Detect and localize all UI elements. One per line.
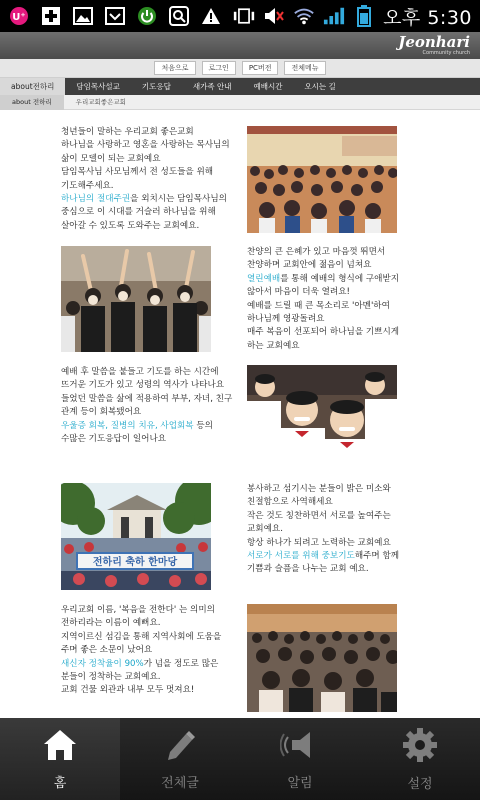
photo-crowd	[247, 604, 397, 712]
tab-all-posts-label: 전체글	[161, 775, 199, 791]
text-block-2: 찬양의 큰 은혜가 있고 마음껏 뛰면서 찬양하며 교회안에 젊음이 넘쳐요 열린예배를 통해 예배의 형식에 구애받지 않아서 마음이 더욱 열려요! 예배를 드릴 때 큰 목소리로 '아멘'하여 하나님께 영광돌려요 매주 복음이 선포되어 하나님을 기쁘시게 하는 교회예요	[247, 247, 400, 351]
highlight-text: 열린예배	[247, 273, 281, 284]
highlight-text: 서로가 서로를 위해 중보기도	[247, 551, 355, 562]
mute-icon	[263, 6, 285, 26]
photo-outdoor-event	[61, 483, 211, 590]
tab-settings[interactable]	[360, 718, 480, 800]
uplus-icon	[8, 6, 30, 26]
tab-all-posts[interactable]	[120, 718, 240, 800]
nav-worship-time[interactable]: 예배시간	[253, 82, 283, 91]
photo-worship	[61, 246, 211, 352]
logo-subtext: Community church	[422, 50, 470, 56]
text-block-3: 예배 후 말씀을 붙들고 기도를 하는 시간에 뜨거운 기도가 있고 성령의 역사가 나타나요 들었던 말씀을 삶에 적용하여 부부, 자녀, 친구 관계 등이 회복됐어요 우울증 회복, 질병의 치유, 사업회복 등의 수많은 기도응답이 일어나요	[61, 367, 233, 445]
bottom-tab-bar	[0, 718, 480, 800]
site-logo[interactable]	[398, 34, 470, 56]
text-block-4: 봉사하고 섬기시는 분들이 밝은 미소와 친절함으로 사역해세요 작은 것도 칭찬하면서 서로를 높여주는 교회예요. 항상 하나가 되려고 노력하는 교회예요 서로가 서로를 위해 중보기도해주며 함께 기쁨과 슬픔을 나누는 교회 예요.	[247, 484, 400, 575]
top-links	[0, 59, 480, 78]
nav-newcomer[interactable]: 새가족 안내	[192, 82, 232, 91]
highlight-text: 우울증 회복, 질병의 치유, 사업회복	[61, 420, 194, 431]
notification-plus-icon	[40, 6, 62, 26]
tab-home[interactable]	[0, 718, 120, 800]
tab-notifications[interactable]	[240, 718, 360, 800]
signal-icon	[323, 6, 345, 26]
all-menu-link[interactable]: 전체메뉴	[284, 61, 325, 75]
site-header	[0, 32, 480, 59]
logo-text: Jeonhari	[398, 33, 470, 51]
gallery-icon	[72, 6, 94, 26]
highlight-text: 하나님의 절대주권	[61, 194, 131, 205]
pc-version-link[interactable]: PC버전	[242, 61, 279, 75]
main-content	[0, 110, 480, 718]
home-link[interactable]: 처음으로	[154, 61, 195, 75]
clock: 오후 5:30	[383, 6, 472, 29]
nav-directions[interactable]: 오시는 길	[304, 82, 336, 91]
subnav-about[interactable]: about 전하리	[0, 95, 64, 110]
home-icon	[42, 728, 78, 766]
login-link[interactable]: 로그인	[202, 61, 236, 75]
speaker-icon	[280, 728, 320, 766]
photo-congregation	[247, 126, 397, 233]
text-block-5: 우리교회 이름, '복음을 전한다' 는 의미의 전하리라는 이름이 예뻐요. 지역이르신 섬김을 통해 지역사회에 도움을 주며 좋은 소문이 났어요 새신자 정착율이 90%가 넘을 정도로 많은 분들이 정착하는 교회예요. 교회 건물 외관과 내부 모두 멋져요!	[61, 605, 222, 696]
highlight-text: 새신자 정착율이 90%	[61, 658, 144, 669]
text-block-1: 청년들이 말하는 우리교회 좋은교회 하나님을 사랑하고 영혼을 사랑하는 목사님의 삶이 모델이 되는 교회예요 담임목사님 사모님께서 전 성도들을 위해 기도해주세요. 하나님의 절대주권을 외치시는 담임목사님의 중심으로 이 시대를 거슬러 하나님을 위해 살아갈 수 있도록 도와주는 교회예요.	[61, 127, 230, 231]
gear-icon	[402, 727, 438, 767]
power-icon	[136, 6, 158, 26]
nav-prayer[interactable]: 기도응답	[141, 82, 171, 91]
vibrate-icon	[233, 6, 255, 26]
main-nav	[0, 78, 480, 95]
wifi-icon	[293, 6, 315, 26]
status-bar	[0, 0, 480, 32]
photo-smiling-members	[247, 365, 397, 472]
svg-text:U⁺: U⁺	[12, 12, 26, 23]
tab-settings-label: 설정	[407, 776, 433, 792]
pencil-icon	[162, 728, 198, 766]
battery-icon	[353, 6, 375, 26]
tab-home-label: 홈	[53, 775, 67, 791]
search-app-icon	[168, 6, 190, 26]
nav-about[interactable]: about전하리	[0, 78, 65, 95]
warning-icon	[200, 6, 222, 26]
banner-text: 전하리 축하 한마당	[92, 557, 178, 568]
subnav-good-church[interactable]: 우리교회좋은교회	[75, 97, 126, 106]
nav-sermon[interactable]: 담임목사설교	[76, 82, 120, 91]
download-icon	[104, 6, 126, 26]
tab-notifications-label: 알림	[287, 775, 313, 791]
sub-nav	[0, 95, 480, 110]
